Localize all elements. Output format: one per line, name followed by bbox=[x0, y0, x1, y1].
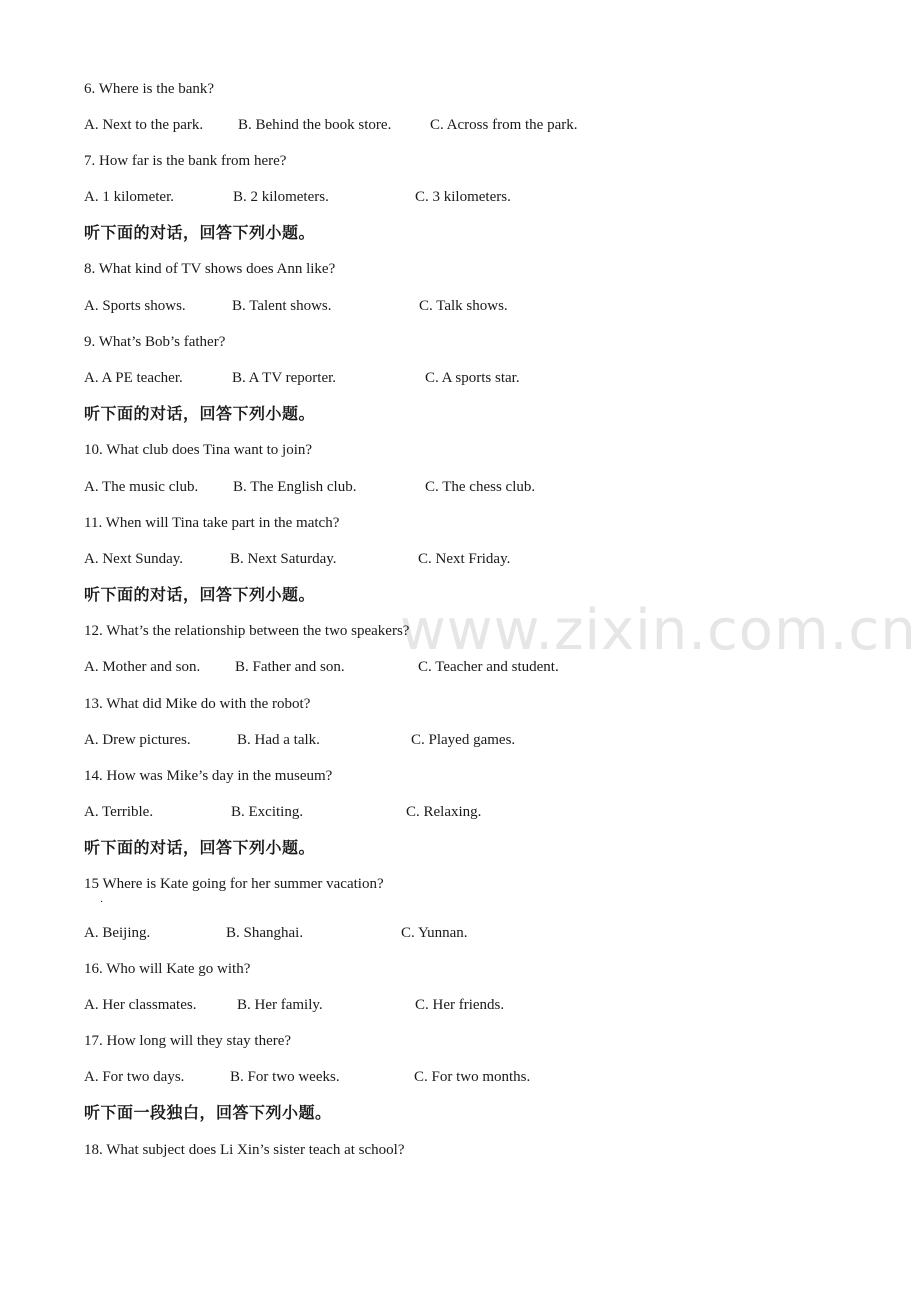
option-6-a: A. Next to the park. bbox=[84, 117, 204, 133]
options-8 bbox=[84, 296, 784, 316]
option-13-b: B. Had a talk. bbox=[237, 732, 320, 748]
question-18: 18. What subject does Li Xin’s sister teach at school? bbox=[84, 1142, 405, 1158]
option-14-c: C. Relaxing. bbox=[406, 804, 482, 820]
option-12-a: A. Mother and son. bbox=[84, 659, 201, 675]
options-17 bbox=[84, 1067, 784, 1087]
option-9-c: C. A sports star. bbox=[425, 370, 520, 386]
question-10: 10. What club does Tina want to join? bbox=[84, 442, 313, 458]
option-8-a: A. Sports shows. bbox=[84, 298, 186, 314]
option-15-a: A. Beijing. bbox=[84, 925, 151, 941]
option-8-c: C. Talk shows. bbox=[419, 298, 508, 314]
section-heading-5: 听下面一段独白，回答下列小题。 bbox=[84, 1103, 332, 1122]
options-12 bbox=[84, 657, 784, 677]
option-16-b: B. Her family. bbox=[237, 997, 323, 1013]
option-17-c: C. For two months. bbox=[414, 1069, 531, 1085]
option-6-b: B. Behind the book store. bbox=[238, 117, 392, 133]
question-14: 14. How was Mike’s day in the museum? bbox=[84, 768, 333, 784]
option-16-a: A. Her classmates. bbox=[84, 997, 197, 1013]
option-11-c: C. Next Friday. bbox=[418, 551, 511, 567]
option-7-b: B. 2 kilometers. bbox=[233, 189, 329, 205]
section-heading-4: 听下面的对话，回答下列小题。 bbox=[84, 838, 316, 857]
question-7: 7. How far is the bank from here? bbox=[84, 153, 287, 169]
question-15-dot: ． bbox=[100, 894, 110, 905]
question-13: 13. What did Mike do with the robot? bbox=[84, 696, 311, 712]
option-10-b: B. The English club. bbox=[233, 479, 357, 495]
question-9: 9. What’s Bob’s father? bbox=[84, 334, 226, 350]
question-15: 15 Where is Kate going for her summer vacation? bbox=[84, 876, 384, 892]
section-heading-3: 听下面的对话，回答下列小题。 bbox=[84, 585, 316, 604]
option-12-c: C. Teacher and student. bbox=[418, 659, 559, 675]
option-9-a: A. A PE teacher. bbox=[84, 370, 183, 386]
options-16 bbox=[84, 995, 784, 1015]
option-17-a: A. For two days. bbox=[84, 1069, 185, 1085]
question-17: 17. How long will they stay there? bbox=[84, 1033, 292, 1049]
option-13-a: A. Drew pictures. bbox=[84, 732, 191, 748]
option-11-a: A. Next Sunday. bbox=[84, 551, 184, 567]
options-10 bbox=[84, 477, 784, 497]
option-7-c: C. 3 kilometers. bbox=[415, 189, 511, 205]
options-15 bbox=[84, 923, 784, 943]
option-15-c: C. Yunnan. bbox=[401, 925, 468, 941]
option-17-b: B. For two weeks. bbox=[230, 1069, 340, 1085]
option-9-b: B. A TV reporter. bbox=[232, 370, 337, 386]
option-14-a: A. Terrible. bbox=[84, 804, 154, 820]
question-11: 11. When will Tina take part in the match? bbox=[84, 515, 340, 531]
option-16-c: C. Her friends. bbox=[415, 997, 505, 1013]
option-6-c: C. Across from the park. bbox=[430, 117, 578, 133]
section-heading-2: 听下面的对话，回答下列小题。 bbox=[84, 404, 316, 423]
option-13-c: C. Played games. bbox=[411, 732, 516, 748]
option-12-b: B. Father and son. bbox=[235, 659, 345, 675]
question-6: 6. Where is the bank? bbox=[84, 81, 215, 97]
options-6 bbox=[84, 115, 784, 135]
options-14 bbox=[84, 802, 784, 822]
question-8: 8. What kind of TV shows does Ann like? bbox=[84, 261, 336, 277]
options-13 bbox=[84, 730, 784, 750]
option-11-b: B. Next Saturday. bbox=[230, 551, 337, 567]
option-15-b: B. Shanghai. bbox=[226, 925, 304, 941]
option-10-c: C. The chess club. bbox=[425, 479, 536, 495]
option-8-b: B. Talent shows. bbox=[232, 298, 332, 314]
options-11 bbox=[84, 549, 784, 569]
options-9 bbox=[84, 368, 784, 388]
section-heading-1: 听下面的对话，回答下列小题。 bbox=[84, 223, 316, 242]
question-16: 16. Who will Kate go with? bbox=[84, 961, 251, 977]
option-7-a: A. 1 kilometer. bbox=[84, 189, 174, 205]
watermark: www.zixin.com.cn bbox=[400, 598, 917, 663]
option-10-a: A. The music club. bbox=[84, 479, 199, 495]
question-12: 12. What’s the relationship between the two speakers? bbox=[84, 623, 410, 639]
option-14-b: B. Exciting. bbox=[231, 804, 304, 820]
options-7 bbox=[84, 187, 784, 207]
